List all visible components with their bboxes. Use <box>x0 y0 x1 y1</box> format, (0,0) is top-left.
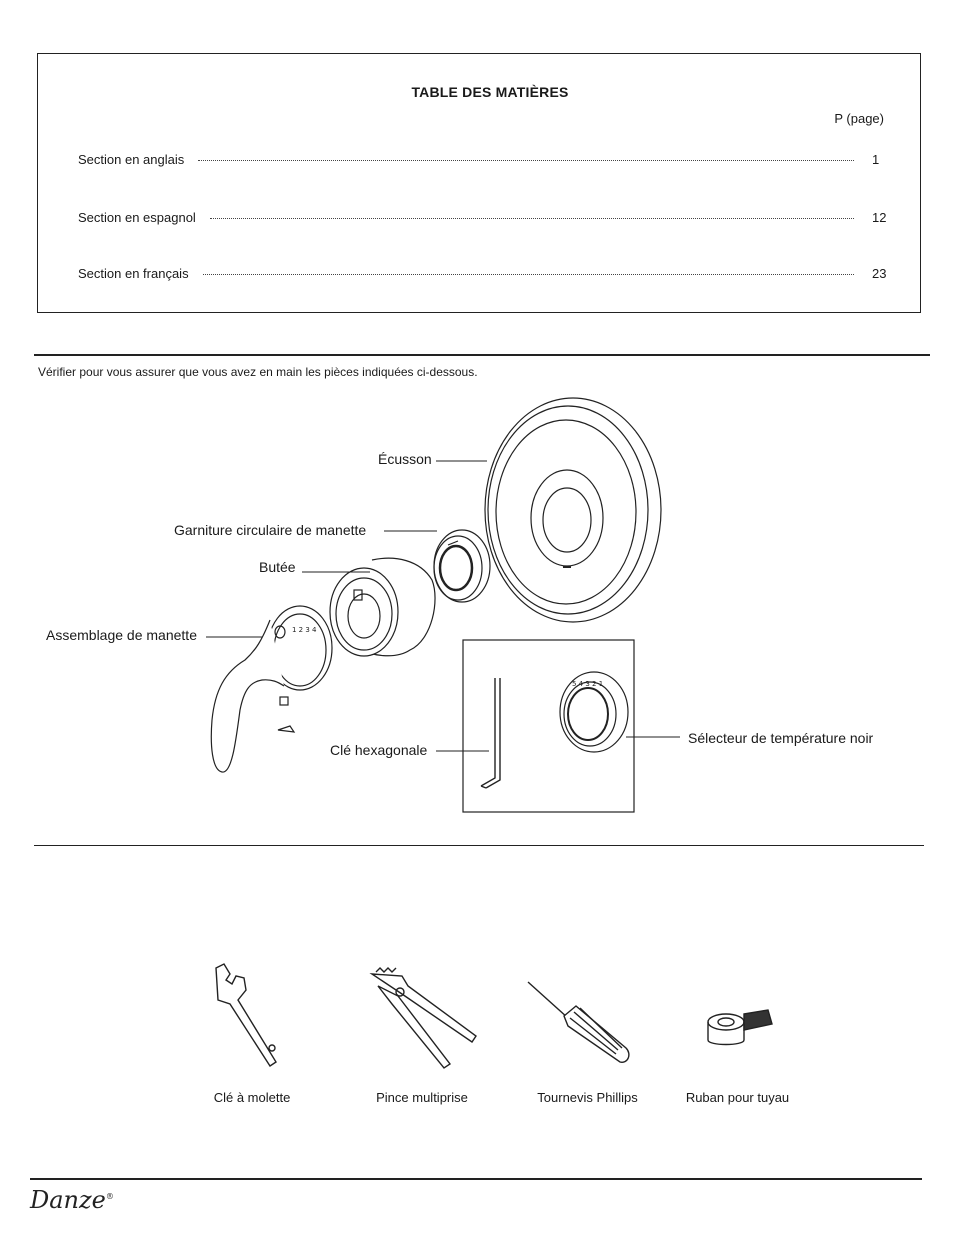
pipe-tape-icon <box>708 1010 772 1045</box>
pliers-icon <box>372 968 476 1068</box>
parts-note: Vérifier pour vous assurer que vous avez en main les pièces indiquées ci-dessous. <box>38 365 478 379</box>
label-stop: Butée <box>259 559 296 575</box>
brand-logo <box>30 1186 114 1214</box>
toc-row-label: Section en français <box>78 266 189 281</box>
footer-divider <box>30 1178 922 1180</box>
screwdriver-icon <box>528 982 629 1062</box>
toc-row-label: Section en anglais <box>78 152 185 167</box>
label-handle-assembly: Assemblage de manette <box>46 627 197 643</box>
adjustable-wrench-icon <box>216 964 276 1066</box>
label-hex-key: Clé hexagonale <box>330 742 428 758</box>
toc-title: TABLE DES MATIÈRES <box>411 84 569 100</box>
label-temperature-selector: Sélecteur de température noir <box>688 730 874 746</box>
brand-name: Danze <box>30 1186 106 1214</box>
label-trim-ring: Garniture circulaire de manette <box>174 522 367 538</box>
toc-page-header: P (page) <box>834 111 884 126</box>
svg-text:5 4 3 2 1: 5 4 3 2 1 <box>572 680 604 688</box>
tool-label-pipe-tape: Ruban pour tuyau <box>685 1090 790 1105</box>
toc-row-page: 23 <box>872 266 887 281</box>
tool-label-wrench: Clé à molette <box>213 1090 291 1105</box>
toc-row-page: 1 <box>872 152 880 167</box>
registered-mark: ® <box>105 1192 114 1201</box>
toc-row-label: Section en espagnol <box>78 210 196 225</box>
svg-text:1 2 3 4: 1 2 3 4 <box>292 626 317 634</box>
tool-label-screwdriver: Tournevis Phillips <box>537 1090 638 1105</box>
toc-row-page: 12 <box>872 210 887 225</box>
label-escutcheon: Écusson <box>378 451 432 467</box>
tool-label-pliers: Pince multiprise <box>376 1090 468 1105</box>
